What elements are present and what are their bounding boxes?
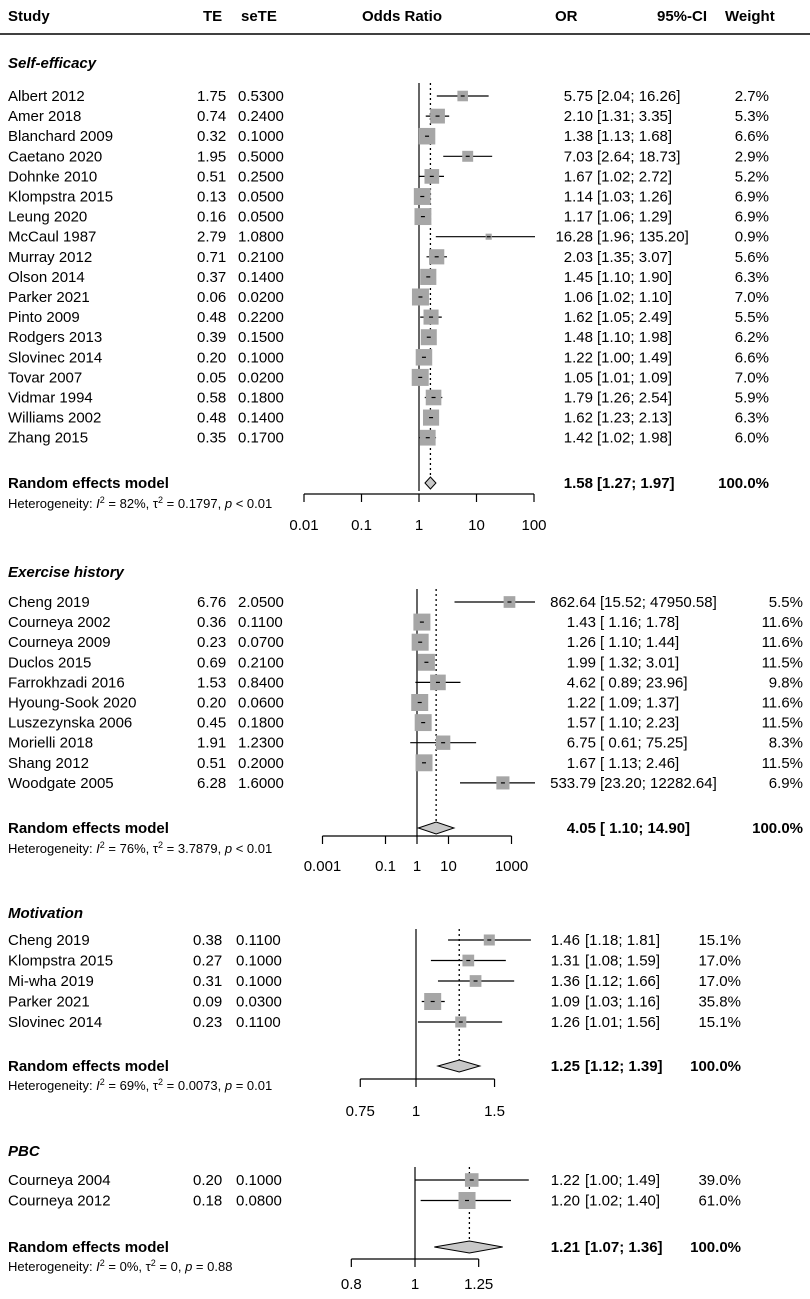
- x-axis-tick-label: 10: [468, 517, 485, 534]
- study-ci: [1.13; 1.68]: [597, 128, 673, 146]
- pooled-weight: 100.0%: [752, 820, 803, 837]
- pooled-or: 1.21: [550, 1239, 580, 1256]
- study-weight: 11.5%: [761, 714, 803, 732]
- study-or: 1.14: [563, 188, 593, 206]
- study-weight: 6.3%: [734, 409, 769, 427]
- study-te: 2.79: [197, 228, 227, 246]
- study-te: 0.06: [197, 289, 227, 306]
- study-name: Courneya 2012: [8, 1192, 111, 1210]
- study-ci: [1.01; 1.56]: [585, 1014, 661, 1031]
- study-sete: 0.5300: [238, 88, 284, 105]
- study-sete: 0.2500: [238, 168, 284, 186]
- study-name: Hyoung-Sook 2020: [8, 694, 137, 712]
- study-or: 1.79: [563, 389, 593, 407]
- study-or: 5.75: [563, 88, 593, 105]
- study-ci: [ 1.13; 2.46]: [600, 754, 680, 772]
- pooled-label: Random effects model: [8, 1058, 169, 1075]
- study-te: 0.58: [197, 389, 227, 407]
- study-sete: 1.0800: [238, 228, 284, 246]
- study-name: Rodgers 2013: [8, 329, 103, 347]
- header-weight: Weight: [725, 8, 775, 25]
- study-te: 0.23: [193, 1014, 223, 1031]
- study-or: 1.36: [550, 973, 580, 990]
- study-te: 0.36: [197, 614, 227, 632]
- study-sete: 2.0500: [238, 594, 284, 611]
- study-or: 1.22: [550, 1172, 580, 1189]
- study-weight: 7.0%: [734, 369, 769, 387]
- study-weight: 0.9%: [734, 228, 769, 246]
- study-ci: [ 0.61; 75.25]: [600, 734, 688, 752]
- study-name: Klompstra 2015: [8, 188, 114, 206]
- study-ci: [1.31; 3.35]: [597, 108, 673, 126]
- study-te: 0.20: [193, 1172, 223, 1189]
- study-te: 0.48: [197, 409, 227, 427]
- study-name: Duclos 2015: [8, 654, 92, 672]
- x-axis-tick-label: 100: [521, 517, 547, 534]
- study-or: 1.43: [566, 614, 596, 632]
- study-te: 6.76: [197, 594, 227, 611]
- study-ci: [1.02; 1.10]: [597, 289, 673, 306]
- x-axis-tick-label: 10: [440, 858, 457, 875]
- study-te: 0.71: [197, 248, 227, 266]
- study-ci: [1.02; 1.98]: [597, 429, 673, 447]
- x-axis-tick-label: 0.001: [303, 858, 342, 875]
- header-te: TE: [203, 8, 223, 25]
- forest-panel-1: [8, 564, 803, 875]
- study-name: Caetano 2020: [8, 148, 103, 166]
- header-study: Study: [8, 8, 50, 25]
- study-name: Murray 2012: [8, 248, 93, 266]
- study-te: 0.51: [197, 754, 227, 772]
- study-sete: 0.1000: [236, 973, 282, 990]
- study-te: 6.28: [197, 774, 227, 792]
- study-sete: 0.5000: [238, 148, 284, 166]
- study-sete: 0.1700: [238, 429, 284, 447]
- pooled-ci: [ 1.10; 14.90]: [600, 820, 691, 837]
- study-ci: [1.18; 1.81]: [585, 932, 661, 949]
- x-axis-tick-label: 0.1: [351, 517, 372, 534]
- study-sete: 0.1800: [238, 714, 284, 732]
- study-weight: 5.9%: [734, 389, 769, 407]
- study-or: 16.28: [555, 228, 593, 246]
- study-ci: [2.04; 16.26]: [597, 88, 681, 105]
- x-axis-tick-label: 1: [410, 1276, 420, 1293]
- study-or: 1.09: [550, 993, 580, 1011]
- pooled-label: Random effects model: [8, 820, 169, 837]
- pooled-or: 4.05: [566, 820, 596, 837]
- heterogeneity-text: Heterogeneity: $I^2 = 76\%$, $\tau^2 = 3.7879$, p < 0.01: [8, 840, 273, 856]
- study-te: 0.35: [197, 429, 227, 447]
- study-weight: 35.8%: [698, 993, 741, 1011]
- study-weight: 9.8%: [768, 674, 803, 692]
- study-sete: 0.2100: [238, 654, 284, 672]
- study-ci: [ 1.10; 1.44]: [600, 634, 680, 652]
- study-name: Parker 2021: [8, 289, 90, 306]
- study-weight: 6.2%: [734, 329, 769, 347]
- study-sete: 0.0200: [238, 369, 284, 387]
- study-name: Klompstra 2015: [8, 952, 114, 970]
- study-sete: 0.2200: [238, 309, 284, 327]
- study-sete: 0.1400: [238, 268, 284, 286]
- study-name: Vidmar 1994: [8, 389, 93, 407]
- study-name: Leung 2020: [8, 208, 88, 226]
- study-te: 1.75: [197, 88, 227, 105]
- x-axis-tick-label: 1: [414, 517, 424, 534]
- study-ci: [1.06; 1.29]: [597, 208, 673, 226]
- study-ci: [1.23; 2.13]: [597, 409, 673, 427]
- pooled-weight: 100.0%: [690, 1058, 741, 1075]
- study-or: 1.45: [563, 268, 593, 286]
- study-te: 0.51: [197, 168, 227, 186]
- study-weight: 7.0%: [734, 289, 769, 306]
- x-axis-tick-label: 0.75: [345, 1103, 375, 1120]
- study-or: 4.62: [566, 674, 596, 692]
- forest-panel-2: [8, 905, 741, 1120]
- study-ci: [1.05; 2.49]: [597, 309, 673, 327]
- study-weight: 15.1%: [698, 932, 741, 949]
- study-or: 1.42: [563, 429, 593, 447]
- header-sete: seTE: [241, 8, 277, 25]
- study-or: 1.26: [550, 1014, 580, 1031]
- study-name: Zhang 2015: [8, 429, 89, 447]
- study-te: 1.53: [197, 674, 227, 692]
- forest-panel-0: [8, 55, 769, 534]
- study-te: 0.18: [193, 1192, 223, 1210]
- study-sete: 0.1100: [236, 1014, 281, 1031]
- study-weight: 11.6%: [761, 614, 803, 632]
- study-or: 2.10: [563, 108, 593, 126]
- group-title: Exercise history: [8, 564, 124, 581]
- pooled-diamond: [438, 1060, 480, 1072]
- study-sete: 0.1000: [236, 1172, 282, 1189]
- group-title: PBC: [8, 1143, 40, 1160]
- study-name: Cheng 2019: [8, 932, 90, 949]
- study-name: Farrokhzadi 2016: [8, 674, 125, 692]
- study-ci: [1.96; 135.20]: [597, 228, 689, 246]
- study-te: 0.16: [197, 208, 227, 226]
- study-sete: 0.1100: [238, 614, 283, 632]
- x-axis-tick-label: 1: [411, 1103, 421, 1120]
- study-sete: 0.2100: [238, 248, 284, 266]
- study-ci: [15.52; 47950.58]: [600, 594, 717, 611]
- study-te: 0.45: [197, 714, 227, 732]
- study-ci: [1.02; 1.40]: [585, 1192, 661, 1210]
- study-ci: [1.35; 3.07]: [597, 248, 673, 266]
- study-weight: 2.7%: [734, 88, 769, 105]
- study-weight: 5.2%: [734, 168, 769, 186]
- study-or: 2.03: [563, 248, 593, 266]
- study-or: 7.03: [563, 148, 593, 166]
- header-ci: 95%-CI: [657, 8, 708, 25]
- study-sete: 0.2000: [238, 754, 284, 772]
- pooled-or: 1.58: [563, 475, 593, 492]
- study-name: Olson 2014: [8, 268, 85, 286]
- study-weight: 5.3%: [734, 108, 769, 126]
- study-name: Dohnke 2010: [8, 168, 98, 186]
- x-axis-tick-label: 1.25: [464, 1276, 494, 1293]
- study-te: 0.39: [197, 329, 227, 347]
- study-ci: [1.00; 1.49]: [597, 349, 673, 367]
- study-te: 0.05: [197, 369, 227, 387]
- study-weight: 5.5%: [768, 594, 803, 611]
- study-te: 0.09: [193, 993, 223, 1011]
- study-weight: 6.6%: [734, 128, 769, 146]
- study-name: Courneya 2002: [8, 614, 111, 632]
- study-weight: 6.0%: [734, 429, 769, 447]
- study-sete: 0.1000: [238, 128, 284, 146]
- study-weight: 8.3%: [768, 734, 803, 752]
- study-name: Luszezynska 2006: [8, 714, 133, 732]
- study-name: Slovinec 2014: [8, 349, 103, 367]
- study-name: McCaul 1987: [8, 228, 97, 246]
- study-or: 1.48: [563, 329, 593, 347]
- study-ci: [1.10; 1.90]: [597, 268, 673, 286]
- study-sete: 0.0700: [238, 634, 284, 652]
- study-or: 1.57: [566, 714, 596, 732]
- study-sete: 0.1800: [238, 389, 284, 407]
- study-weight: 39.0%: [698, 1172, 741, 1189]
- study-ci: [1.26; 2.54]: [597, 389, 673, 407]
- study-te: 0.31: [193, 973, 223, 990]
- study-weight: 17.0%: [698, 973, 741, 990]
- study-weight: 11.5%: [761, 754, 803, 772]
- study-name: Morielli 2018: [8, 734, 94, 752]
- study-ci: [1.12; 1.66]: [585, 973, 661, 990]
- study-weight: 11.5%: [761, 654, 803, 672]
- study-or: 1.38: [563, 128, 593, 146]
- study-or: 6.75: [566, 734, 596, 752]
- study-weight: 6.3%: [734, 268, 769, 286]
- study-or: 1.26: [566, 634, 596, 652]
- study-sete: 1.6000: [238, 774, 284, 792]
- study-or: 1.17: [563, 208, 593, 226]
- x-axis-tick-label: 0.1: [375, 858, 396, 875]
- study-name: Mi-wha 2019: [8, 973, 94, 990]
- study-te: 1.91: [197, 734, 227, 752]
- study-ci: [1.00; 1.49]: [585, 1172, 661, 1189]
- study-or: 1.46: [550, 932, 580, 949]
- heterogeneity-text: Heterogeneity: $I^2 = 0\%$, $\tau^2 = 0$, p = 0.88: [8, 1258, 233, 1274]
- study-name: Tovar 2007: [8, 369, 83, 387]
- study-te: 0.27: [193, 952, 223, 970]
- heterogeneity-text: Heterogeneity: $I^2 = 69\%$, $\tau^2 = 0.0073$, p = 0.01: [8, 1077, 273, 1093]
- study-sete: 0.0600: [238, 694, 284, 712]
- study-ci: [1.03; 1.16]: [585, 993, 661, 1011]
- study-te: 0.23: [197, 634, 227, 652]
- study-sete: 0.0500: [238, 188, 284, 206]
- study-name: Slovinec 2014: [8, 1014, 103, 1031]
- study-or: 1.22: [566, 694, 596, 712]
- study-name: Albert 2012: [8, 88, 85, 105]
- study-sete: 0.1500: [238, 329, 284, 347]
- study-name: Cheng 2019: [8, 594, 90, 611]
- study-or: 1.62: [563, 409, 593, 427]
- pooled-diamond: [425, 477, 436, 489]
- study-ci: [ 1.16; 1.78]: [600, 614, 680, 632]
- pooled-weight: 100.0%: [718, 475, 769, 492]
- study-ci: [1.08; 1.59]: [585, 952, 661, 970]
- study-or: 1.67: [566, 754, 596, 772]
- study-ci: [ 1.10; 2.23]: [600, 714, 680, 732]
- pooled-label: Random effects model: [8, 1239, 169, 1256]
- study-weight: 6.9%: [734, 208, 769, 226]
- study-weight: 17.0%: [698, 952, 741, 970]
- study-name: Parker 2021: [8, 993, 90, 1011]
- study-sete: 0.0200: [238, 289, 284, 306]
- pooled-ci: [1.12; 1.39]: [585, 1058, 663, 1075]
- group-title: Self-efficacy: [8, 55, 97, 72]
- study-ci: [23.20; 12282.64]: [600, 774, 717, 792]
- study-ci: [ 0.89; 23.96]: [600, 674, 688, 692]
- study-weight: 5.5%: [734, 309, 769, 327]
- study-sete: 0.0500: [238, 208, 284, 226]
- pooled-ci: [1.27; 1.97]: [597, 475, 675, 492]
- study-name: Shang 2012: [8, 754, 89, 772]
- study-te: 0.20: [197, 694, 227, 712]
- study-or: 1.67: [563, 168, 593, 186]
- pooled-or: 1.25: [550, 1058, 580, 1075]
- pooled-label: Random effects model: [8, 475, 169, 492]
- study-te: 0.20: [197, 349, 227, 367]
- study-sete: 0.1100: [236, 932, 281, 949]
- study-te: 0.48: [197, 309, 227, 327]
- study-or: 1.22: [563, 349, 593, 367]
- study-te: 1.95: [197, 148, 227, 166]
- study-weight: 11.6%: [761, 694, 803, 712]
- study-weight: 6.9%: [734, 188, 769, 206]
- study-weight: 6.9%: [768, 774, 803, 792]
- group-title: Motivation: [8, 905, 83, 922]
- x-axis-tick-label: 1.5: [484, 1103, 505, 1120]
- study-sete: 0.2400: [238, 108, 284, 126]
- study-name: Courneya 2009: [8, 634, 111, 652]
- column-header-row: [8, 8, 775, 25]
- study-weight: 2.9%: [734, 148, 769, 166]
- study-or: 533.79: [550, 774, 596, 792]
- study-te: 0.37: [197, 268, 227, 286]
- pooled-diamond: [418, 822, 454, 834]
- pooled-ci: [1.07; 1.36]: [585, 1239, 663, 1256]
- study-name: Pinto 2009: [8, 309, 80, 327]
- x-axis-tick-label: 0.01: [289, 517, 319, 534]
- study-te: 0.32: [197, 128, 227, 146]
- header-odds-ratio: Odds Ratio: [362, 8, 443, 25]
- study-name: Williams 2002: [8, 409, 102, 427]
- study-name: Blanchard 2009: [8, 128, 114, 146]
- header-or: OR: [555, 8, 578, 25]
- study-weight: 15.1%: [698, 1014, 741, 1031]
- pooled-diamond: [434, 1241, 502, 1253]
- study-ci: [1.02; 2.72]: [597, 168, 673, 186]
- pooled-weight: 100.0%: [690, 1239, 741, 1256]
- study-name: Amer 2018: [8, 108, 82, 126]
- heterogeneity-text: Heterogeneity: $I^2 = 82\%$, $\tau^2 = 0.1797$, p < 0.01: [8, 495, 273, 511]
- study-or: 1.20: [550, 1192, 580, 1210]
- x-axis-tick-label: 1000: [494, 858, 529, 875]
- study-ci: [1.01; 1.09]: [597, 369, 673, 387]
- study-ci: [ 1.09; 1.37]: [600, 694, 680, 712]
- study-sete: 1.2300: [238, 734, 284, 752]
- study-weight: 61.0%: [698, 1192, 741, 1210]
- forest-panel-3: [8, 1143, 741, 1293]
- study-sete: 0.1000: [238, 349, 284, 367]
- study-sete: 0.8400: [238, 674, 284, 692]
- study-or: 862.64: [550, 594, 596, 611]
- study-ci: [1.10; 1.98]: [597, 329, 673, 347]
- x-axis-tick-label: 1: [412, 858, 422, 875]
- study-ci: [1.03; 1.26]: [597, 188, 673, 206]
- study-te: 0.74: [197, 108, 227, 126]
- study-sete: 0.1000: [236, 952, 282, 970]
- study-name: Woodgate 2005: [8, 774, 114, 792]
- study-ci: [ 1.32; 3.01]: [600, 654, 680, 672]
- study-sete: 0.0300: [236, 993, 282, 1011]
- study-ci: [2.64; 18.73]: [597, 148, 681, 166]
- x-axis-tick-label: 0.8: [340, 1276, 362, 1293]
- study-or: 1.06: [563, 289, 593, 306]
- study-sete: 0.1400: [238, 409, 284, 427]
- study-name: Courneya 2004: [8, 1172, 111, 1189]
- study-weight: 11.6%: [761, 634, 803, 652]
- study-or: 1.31: [550, 952, 580, 970]
- study-te: 0.38: [193, 932, 223, 949]
- study-weight: 5.6%: [734, 248, 769, 266]
- study-or: 1.62: [563, 309, 593, 327]
- study-sete: 0.0800: [236, 1192, 282, 1210]
- study-te: 0.69: [197, 654, 227, 672]
- study-te: 0.13: [197, 188, 227, 206]
- study-weight: 6.6%: [734, 349, 769, 367]
- study-or: 1.99: [566, 654, 596, 672]
- study-or: 1.05: [563, 369, 593, 387]
